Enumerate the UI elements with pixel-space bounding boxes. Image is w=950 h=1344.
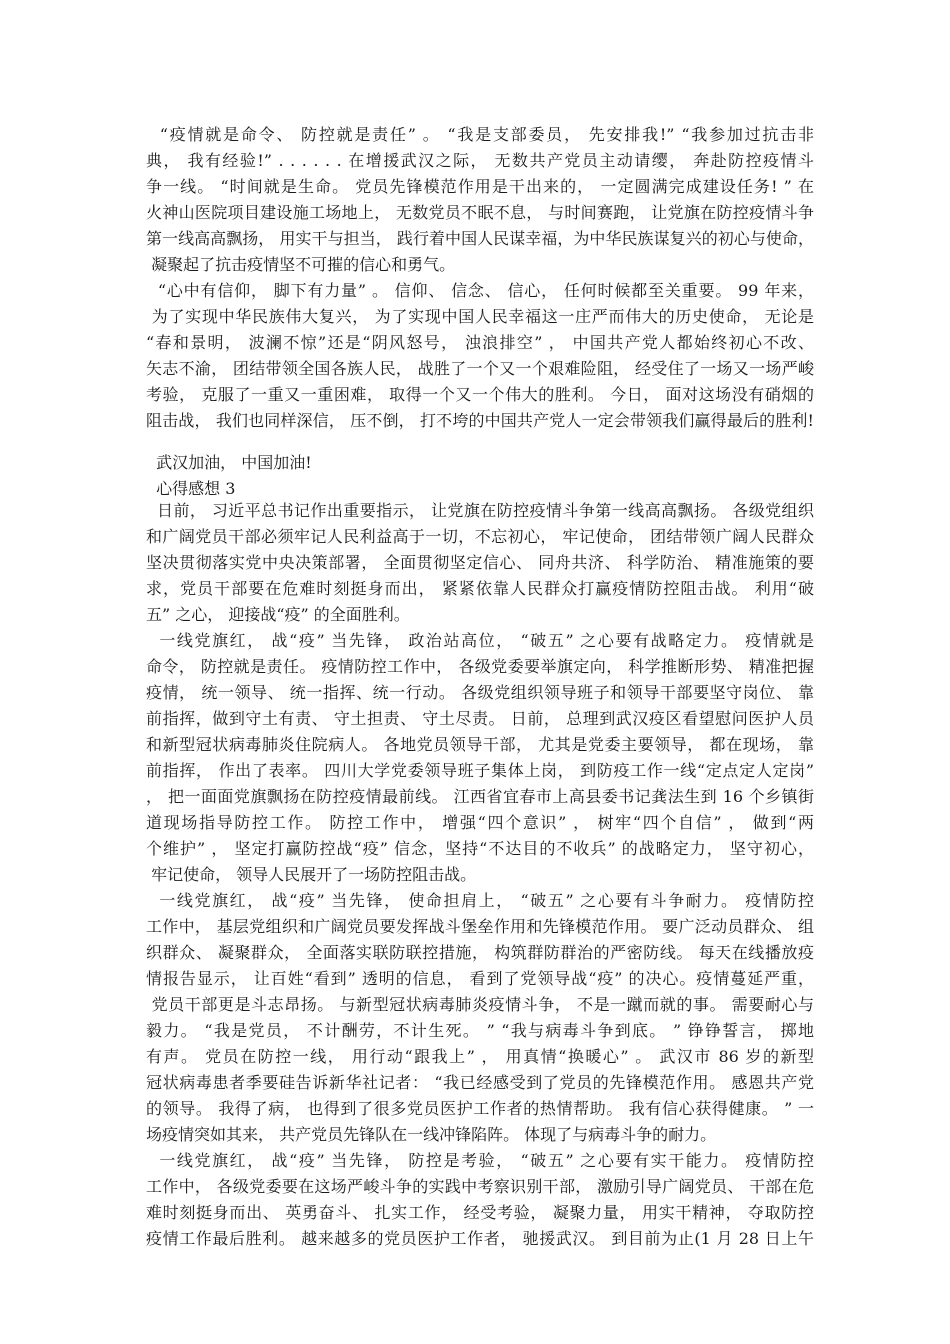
text-line: 工作中， 基层党组织和广阔党员要发挥战斗堡垒作用和先锋模范作用。 要广泛动员群众、 组 [146, 917, 814, 936]
text-line: 一线党旗红， 战“疫” 当先锋， 政治站高位， “破五” 之心要有战略定力。 疫情就是 [146, 631, 814, 650]
text-line: 难时刻挺身而出、 英勇奋斗、 扎实工作， 经受考验， 凝聚力量， 用实干精神， 夺取防控 [146, 1203, 814, 1222]
text-line: 疫情， 统一领导、 统一指挥、统一行动。 各级党组织领导班子和领导干部要坚守岗位、 靠 [146, 683, 814, 702]
text-line: 命令， 防控就是责任。 疫情防控工作中， 各级党委要举旗定向， 科学推断形势、 精准把握 [146, 657, 814, 676]
text-line: 为了实现中华民族伟大复兴， 为了实现中国人民幸福这一庄严而伟大的历史使命， 无论是 [146, 307, 814, 326]
text-line: 和新型冠状病毒肺炎住院病人。 各地党员领导干部， 尤其是党委主要领导， 都在现场， 靠 [146, 735, 814, 754]
text-line: 日前， 习近平总书记作出重要指示， 让党旗在防控疫情斗争第一线高高飘扬。 各级党组织 [146, 501, 814, 520]
text-line: 疫情工作最后胜利。 越来越多的党员医护工作者， 驰援武汉。 到目前为止(1 月 28 日上午 [146, 1229, 814, 1248]
text-line: 和广阔党员干部必须牢记人民利益高于一切，不忘初心， 牢记使命， 团结带领广阔人民群众 [146, 527, 814, 546]
text-line: 场疫情突如其来， 共产党员先锋队在一线冲锋陷阵。 体现了与病毒斗争的耐力。 [146, 1125, 717, 1144]
text-line: 党员干部更是斗志昂扬。 与新型冠状病毒肺炎疫情斗争， 不是一蹴而就的事。 需要耐心与 [146, 995, 814, 1014]
text-line: 考验， 克服了一重又一重困难， 取得一个又一个伟大的胜利。 今日， 面对这场没有硝烟的 [146, 385, 814, 404]
text-line: 矢志不渝， 团结带领全国各族人民， 战胜了一个又一个艰难险阻， 经受住了一场又一场严峻 [146, 359, 814, 378]
text-line: 工作中， 各级党委要在这场严峻斗争的实践中考察识别干部， 激励引导广阔党员、 干部在危 [146, 1177, 814, 1196]
text-line: 典， 我有经验!” . . . . . . 在增援武汉之际， 无数共产党员主动请缨， 奔赴防控疫情斗 [146, 151, 814, 170]
text-line: 道现场指导防控工作。 防控工作中， 增强“四个意识” ， 树牢“四个自信” ， 做到“两 [146, 813, 814, 832]
text-line: 冠状病毒患者季要硅告诉新华社记者： “我已经感受到了党员的先锋模范作用。 感恩共产党 [146, 1073, 814, 1092]
text-line: 争一线。 “时间就是生命。 党员先锋模范作用是干出来的， 一定圆满完成建设任务! ” 在 [146, 177, 814, 196]
text-line: 织群众、 凝聚群众， 全面落实联防联控措施， 构筑群防群治的严密防线。 每天在线播放疫 [146, 943, 814, 962]
text-line: “心中有信仰， 脚下有力量” 。 信仰、 信念、 信心， 任何时候都至关重要。 99 年来， [146, 281, 814, 300]
text-line: 一线党旗红， 战“疫” 当先锋， 使命担肩上， “破五” 之心要有斗争耐力。 疫情防控 [146, 891, 814, 910]
text-line: 个维护” ， 坚定打赢防控战“疫” 信念，坚持“不达目的不收兵” 的战略定力， 坚守初心， [146, 839, 814, 858]
text-line: 五” 之心， 迎接战“疫” 的全面胜利。 [146, 605, 410, 624]
text-line: 第一线高高飘扬， 用实干与担当， 践行着中国人民谋幸福，为中华民族谋复兴的初心与使命， [146, 229, 814, 248]
text-line: 前指挥， 作出了表率。 四川大学党委领导班子集体上岗， 到防疫工作一线“定点定人定岗” [146, 761, 814, 780]
section-heading: 心得感想 3 [146, 479, 236, 498]
text-line: 一线党旗红， 战“疫” 当先锋， 防控是考验， “破五” 之心要有实干能力。 疫情防控 [146, 1151, 814, 1170]
text-line: 情报告显示， 让百姓“看到” 透明的信息， 看到了党领导战“疫” 的决心。疫情蔓延严重， [146, 969, 814, 988]
text-line: “春和景明， 波澜不惊”还是“阴风怒号， 浊浪排空” ， 中国共产党人都始终初心不改、 [146, 333, 814, 352]
text-line: ， 把一面面党旗飘扬在防控疫情最前线。 江西省宜春市上高县委书记龚法生到 16 个乡镇街 [146, 787, 814, 806]
text-line: 的领导。 我得了病， 也得到了很多党员医护工作者的热情帮助。 我有信心获得健康。 ” 一 [146, 1099, 814, 1118]
text-line: 求，党员干部要在危难时刻挺身而出， 紧紧依靠人民群众打赢疫情防控阻击战。 利用“破 [146, 579, 814, 598]
text-line: 毅力。 “我是党员， 不计酬劳，不计生死。 ” “我与病毒斗争到底。 ” 铮铮誓言， 掷地 [146, 1021, 814, 1040]
text-line: 火神山医院项目建设施工场地上， 无数党员不眠不息， 与时间赛跑， 让党旗在防控疫情斗争 [146, 203, 814, 222]
text-line: 有声。 党员在防控一线， 用行动“跟我上” ， 用真情“换暖心” 。 武汉市 86 岁的新型 [146, 1047, 814, 1066]
text-line: 坚决贯彻落实党中央决策部署， 全面贯彻坚定信心、 同舟共济、 科学防治、 精准施策的要 [146, 553, 814, 572]
text-line: 阻击战， 我们也同样深信， 压不倒， 打不垮的中国共产党人一定会带领我们赢得最后的胜利! [146, 411, 814, 430]
text-line: 牢记使命， 领导人民展开了一场防控阻击战。 [146, 865, 477, 884]
text-line: “疫情就是命令、 防控就是责任” 。 “我是支部委员， 先安排我!” “我参加过抗击非 [146, 125, 814, 144]
text-line: 武汉加油， 中国加油! [146, 453, 312, 472]
text-line: 凝聚起了抗击疫情坚不可摧的信心和勇气。 [146, 255, 456, 274]
text-line: 前指挥，做到守土有责、 守土担责、 守土尽责。 日前， 总理到武汉疫区看望慰问医护人员 [146, 709, 814, 728]
